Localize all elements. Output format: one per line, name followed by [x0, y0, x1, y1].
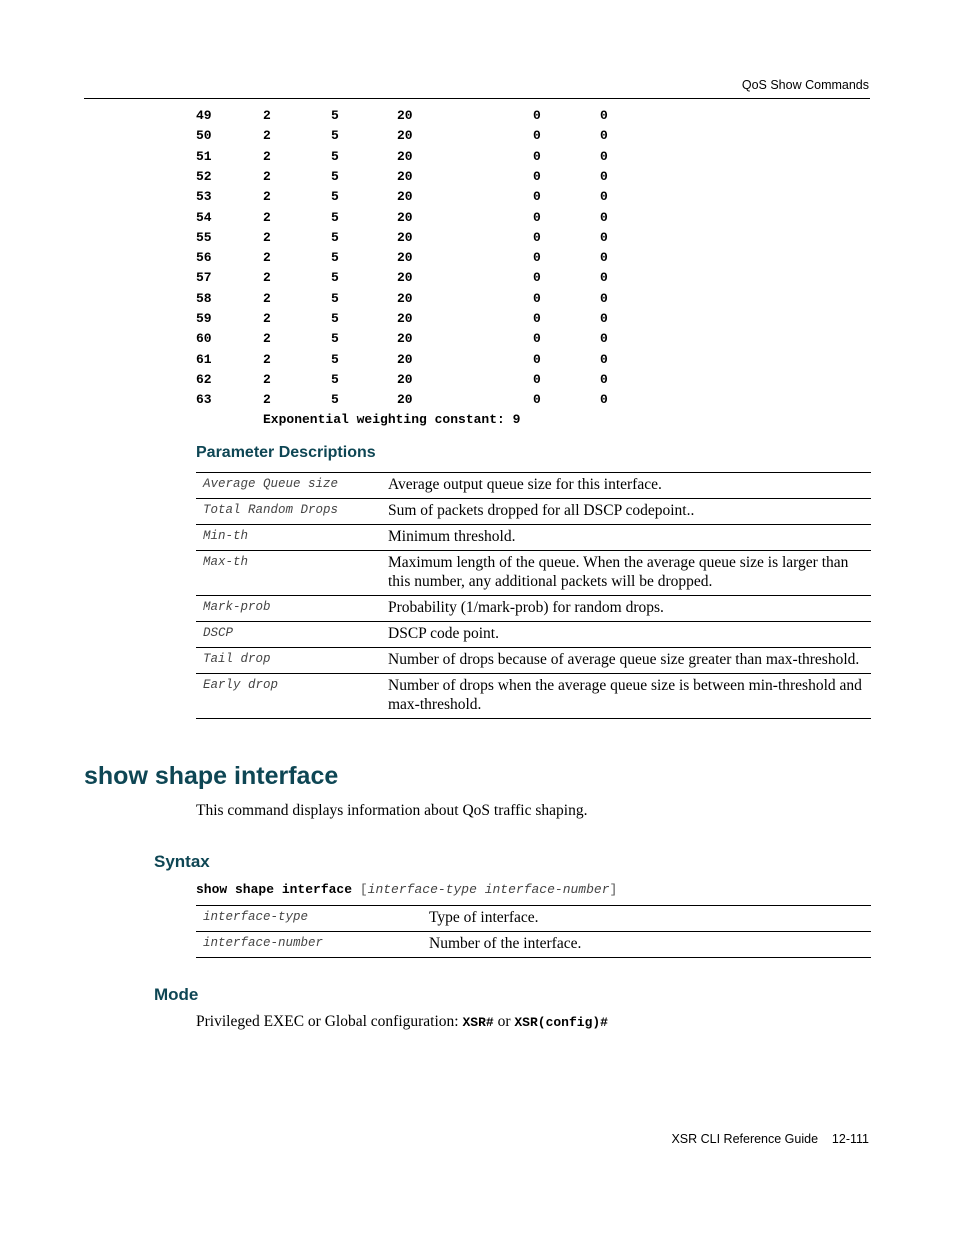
code-cell: 5 [331, 229, 339, 245]
code-cell: 61 [196, 351, 212, 367]
mode-heading: Mode [154, 985, 199, 1004]
parameter-description: DSCP code point. [388, 622, 871, 648]
table-row [196, 674, 871, 719]
code-cell: 0 [533, 331, 541, 347]
code-cell: 2 [263, 371, 271, 387]
code-cell: 0 [533, 392, 541, 408]
table-row [196, 551, 871, 596]
parameter-description: Type of interface. [429, 906, 871, 932]
code-cell: 0 [600, 250, 608, 266]
table-row [196, 622, 871, 648]
table-row [196, 596, 871, 622]
parameter-name: interface-number [196, 932, 429, 958]
code-cell: 20 [397, 189, 413, 205]
parameter-name: Tail drop [196, 648, 388, 674]
code-cell: 0 [600, 371, 608, 387]
code-cell: 0 [600, 331, 608, 347]
parameter-name: Early drop [196, 674, 388, 719]
code-cell: 2 [263, 108, 271, 123]
code-cell: 20 [397, 371, 413, 387]
code-cell: 20 [397, 351, 413, 367]
table-row [196, 906, 871, 932]
code-cell: 0 [600, 290, 608, 306]
code-cell: 56 [196, 250, 212, 266]
prompt-xsr: XSR# [462, 1015, 494, 1030]
code-cell: 2 [263, 351, 271, 367]
parameter-description: Average output queue size for this interface. [388, 473, 871, 499]
parameter-descriptions-heading: Parameter Descriptions [196, 444, 376, 461]
code-cell: 55 [196, 229, 212, 245]
code-cell: 0 [600, 351, 608, 367]
code-cell: 2 [263, 331, 271, 347]
parameter-name: Average Queue size [196, 473, 388, 499]
code-cell: 5 [331, 168, 339, 184]
code-cell: 20 [397, 311, 413, 326]
code-cell: 20 [397, 392, 413, 408]
syntax-arguments-table [196, 905, 871, 958]
code-cell: 0 [600, 148, 608, 164]
parameter-description: Sum of packets dropped for all DSCP codepoint.. [388, 499, 871, 525]
code-cell: 2 [263, 189, 271, 205]
parameter-name: Max-th [196, 551, 388, 596]
code-cell: 49 [196, 108, 212, 123]
code-cell: 0 [533, 229, 541, 245]
header-divider [84, 98, 870, 99]
code-cell: 0 [533, 148, 541, 164]
code-cell: 0 [533, 351, 541, 367]
code-cell: 0 [600, 189, 608, 205]
code-cell: 0 [533, 311, 541, 326]
code-cell: 0 [600, 270, 608, 286]
code-cell: 51 [196, 148, 212, 164]
code-cell: 2 [263, 290, 271, 306]
code-cell: 0 [533, 209, 541, 225]
table-row [196, 525, 871, 551]
parameter-descriptions-table [196, 472, 871, 719]
syntax-open-bracket: [ [359, 882, 368, 897]
code-cell: 2 [263, 392, 271, 408]
code-cell: 20 [397, 148, 413, 164]
syntax-heading: Syntax [154, 852, 210, 871]
code-cell: 2 [263, 250, 271, 266]
code-cell: 0 [600, 229, 608, 245]
parameter-name: Min-th [196, 525, 388, 551]
parameter-description: Probability (1/mark-prob) for random drops. [388, 596, 871, 622]
prompt-xsr-config: XSR(config)# [514, 1015, 608, 1030]
code-cell: 0 [600, 392, 608, 408]
code-cell: 5 [331, 108, 339, 123]
command-title: show shape interface [84, 762, 339, 790]
code-cell: 0 [600, 108, 608, 123]
code-cell: 5 [331, 392, 339, 408]
table-row [196, 932, 871, 958]
code-cell: 60 [196, 331, 212, 347]
code-cell: 0 [533, 189, 541, 205]
code-cell: 0 [600, 311, 608, 326]
code-cell: 5 [331, 250, 339, 266]
parameter-description: Minimum threshold. [388, 525, 871, 551]
code-cell: 0 [600, 209, 608, 225]
code-cell: 20 [397, 168, 413, 184]
code-cell: 5 [331, 311, 339, 326]
parameter-name: DSCP [196, 622, 388, 648]
table-row [196, 648, 871, 674]
code-cell: 0 [533, 108, 541, 123]
code-cell: 50 [196, 128, 212, 144]
code-cell: 5 [331, 371, 339, 387]
parameter-description: Number of drops when the average queue size is between min-threshold and max-threshold. [388, 674, 871, 719]
code-cell: 54 [196, 209, 212, 225]
code-cell: 2 [263, 229, 271, 245]
code-cell: 5 [331, 270, 339, 286]
running-header: QoS Show Commands [741, 78, 869, 92]
code-cell: 0 [533, 290, 541, 306]
exponential-weighting-constant: Exponential weighting constant: 9 [263, 412, 521, 427]
code-cell: 5 [331, 209, 339, 225]
parameter-name: Mark-prob [196, 596, 388, 622]
code-cell: 52 [196, 168, 212, 184]
code-cell: 5 [331, 128, 339, 144]
parameter-description: Number of the interface. [429, 932, 871, 958]
table-row [196, 499, 871, 525]
table-row [196, 473, 871, 499]
code-cell: 0 [533, 371, 541, 387]
code-cell: 2 [263, 209, 271, 225]
code-cell: 0 [533, 168, 541, 184]
code-cell: 5 [331, 351, 339, 367]
mode-description: Privileged EXEC or Global configuration: XSR# or XSR(config)# [196, 1013, 608, 1030]
command-description: This command displays information about QoS traffic shaping. [196, 802, 588, 819]
syntax-line [196, 882, 617, 897]
code-cell: 2 [263, 270, 271, 286]
syntax-arg-number: interface-number [484, 882, 610, 897]
code-cell: 20 [397, 108, 413, 123]
syntax-keyword: show shape interface [196, 882, 353, 897]
page-footer: XSR CLI Reference Guide 12-111 [671, 1132, 869, 1146]
code-cell: 2 [263, 148, 271, 164]
code-cell: 20 [397, 209, 413, 225]
code-cell: 0 [600, 128, 608, 144]
code-cell: 57 [196, 270, 212, 286]
code-cell: 20 [397, 331, 413, 347]
parameter-name: Total Random Drops [196, 499, 388, 525]
code-cell: 63 [196, 392, 212, 408]
code-cell: 20 [397, 229, 413, 245]
code-cell: 5 [331, 290, 339, 306]
code-cell: 0 [533, 270, 541, 286]
code-cell: 20 [397, 128, 413, 144]
parameter-name: interface-type [196, 906, 429, 932]
syntax-arg-type: interface-type [367, 882, 477, 897]
code-cell: 2 [263, 311, 271, 326]
code-cell: 20 [397, 270, 413, 286]
parameter-description: Number of drops because of average queue size greater than max-threshold. [388, 648, 871, 674]
code-cell: 5 [331, 189, 339, 205]
syntax-close-bracket: ] [609, 882, 618, 897]
code-cell: 62 [196, 371, 212, 387]
code-cell: 0 [600, 168, 608, 184]
code-cell: 0 [533, 128, 541, 144]
code-cell: 2 [263, 128, 271, 144]
code-cell: 20 [397, 290, 413, 306]
code-cell: 5 [331, 331, 339, 347]
code-cell: 0 [533, 250, 541, 266]
code-cell: 20 [397, 250, 413, 266]
code-cell: 5 [331, 148, 339, 164]
code-cell: 2 [263, 168, 271, 184]
code-cell: 58 [196, 290, 212, 306]
parameter-description: Maximum length of the queue. When the average queue size is larger than this number, any additional packets will be dropped. [388, 551, 871, 596]
code-cell: 59 [196, 311, 212, 326]
code-cell: 53 [196, 189, 212, 205]
